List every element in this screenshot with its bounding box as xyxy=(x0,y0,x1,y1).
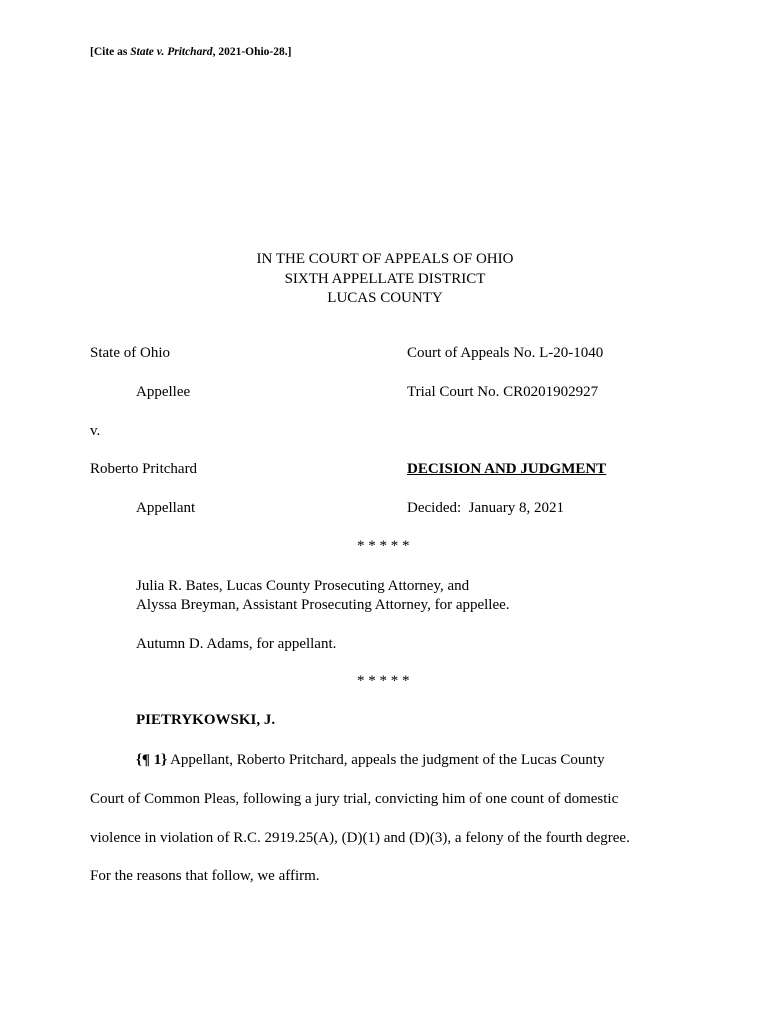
paragraph-text-line: For the reasons that follow, we affirm. xyxy=(90,868,320,884)
counsel-appellee-line1: Julia R. Bates, Lucas County Prosecuting Attorney, and xyxy=(136,578,470,594)
party2-role: Appellant xyxy=(136,500,196,516)
paragraph-first-line xyxy=(136,752,605,769)
citation-suffix: , 2021-Ohio-28.] xyxy=(212,46,292,58)
court-county: LUCAS COUNTY xyxy=(327,290,443,306)
paragraph-text-line: Court of Common Pleas, following a jury trial, convicting him of one count of domestic xyxy=(90,791,619,807)
versus: v. xyxy=(90,423,101,439)
separator-top: * * * * * xyxy=(357,538,410,554)
counsel-appellant: Autumn D. Adams, for appellant. xyxy=(136,636,337,652)
citation-header xyxy=(90,46,291,58)
court-district: SIXTH APPELLATE DISTRICT xyxy=(284,270,486,287)
party1-role: Appellee xyxy=(136,384,191,400)
appeals-case-number: Court of Appeals No. L-20-1040 xyxy=(407,345,604,361)
citation-prefix: [Cite as xyxy=(90,46,131,58)
decision-title: DECISION AND JUDGMENT xyxy=(407,461,607,477)
decided-date: Decided: January 8, 2021 xyxy=(407,500,565,516)
court-heading xyxy=(0,250,770,309)
party1-name: State of Ohio xyxy=(90,345,170,361)
court-name: IN THE COURT OF APPEALS OF OHIO xyxy=(256,251,514,267)
paragraph-text-line: violence in violation of R.C. 2919.25(A), (D)(1) and (D)(3), a felony of the fourth degree. xyxy=(90,830,630,846)
paragraph-text-line: Appellant, Roberto Pritchard, appeals the judgment of the Lucas County xyxy=(167,752,605,768)
citation-case-name: State v. Pritchard xyxy=(130,46,213,58)
trial-case-number: Trial Court No. CR0201902927 xyxy=(407,384,599,400)
separator-bottom: * * * * * xyxy=(357,673,410,689)
party2-name: Roberto Pritchard xyxy=(90,461,198,477)
authoring-judge: PIETRYKOWSKI, J. xyxy=(136,712,276,728)
paragraph-marker: {¶ 1} xyxy=(136,752,168,768)
counsel-appellee-line2: Alyssa Breyman, Assistant Prosecuting Attorney, for appellee. xyxy=(136,597,510,613)
